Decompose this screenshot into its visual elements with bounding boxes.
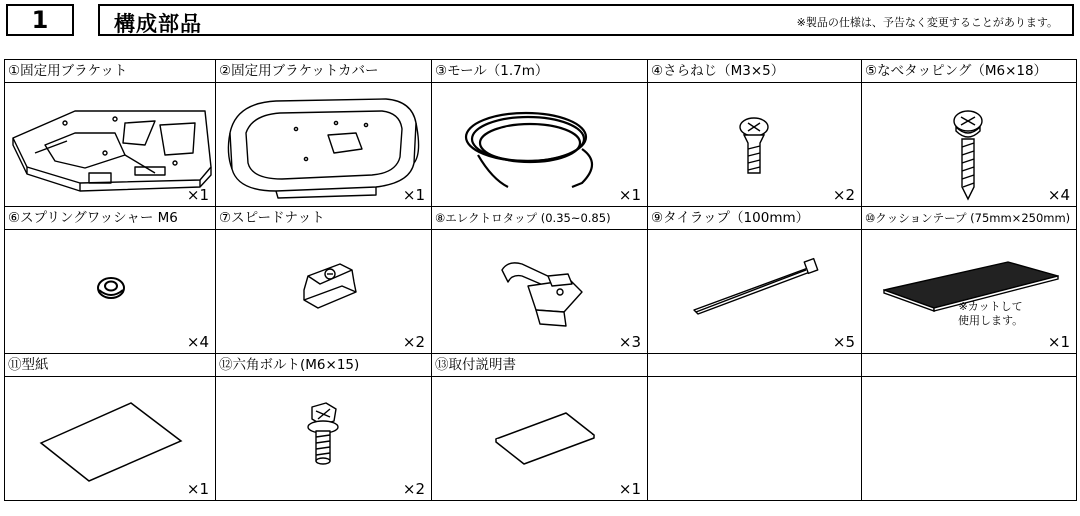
part-label-cell xyxy=(5,60,216,83)
part-label-cell xyxy=(862,60,1077,83)
part-label-cell xyxy=(432,60,648,83)
part-quantity: ×4 xyxy=(186,333,209,351)
part-image-cell xyxy=(432,230,648,354)
manual-illustration xyxy=(432,377,646,499)
note-line: ※カットして xyxy=(958,300,1023,313)
part-name: ⑥スプリングワッシャー M6 xyxy=(8,210,178,226)
part-quantity: ×2 xyxy=(402,480,425,498)
part-quantity: ×3 xyxy=(618,333,641,351)
part-name: ⑤なべタッピング（M6×18） xyxy=(865,63,1048,79)
part-quantity: ×2 xyxy=(832,186,855,204)
part-label-cell xyxy=(216,207,432,230)
spec-notice: ※製品の仕様は、予告なく変更することがあります。 xyxy=(796,16,1058,29)
image-row xyxy=(5,230,1077,354)
label-row xyxy=(5,354,1077,377)
part-quantity: ×1 xyxy=(186,480,209,498)
part-image-cell xyxy=(5,230,216,354)
part-quantity: ×5 xyxy=(832,333,855,351)
part-name: ⑩クッションテープ (75mm×250mm) xyxy=(865,211,1071,225)
part-quantity: ×1 xyxy=(402,186,425,204)
part-image-cell xyxy=(5,377,216,501)
note-line: 使用します。 xyxy=(958,314,1024,327)
part-label-cell xyxy=(432,207,648,230)
label-row xyxy=(5,207,1077,230)
title-box xyxy=(98,4,1074,36)
section-header xyxy=(0,0,1080,44)
part-image-cell xyxy=(216,230,432,354)
electro-tap-illustration xyxy=(432,230,646,352)
part-label-cell xyxy=(648,207,862,230)
empty-cell xyxy=(862,354,1077,377)
empty-cell xyxy=(648,377,862,501)
part-quantity: ×4 xyxy=(1047,186,1070,204)
part-label-cell xyxy=(216,60,432,83)
part-name: ①固定用ブラケット xyxy=(8,63,128,79)
part-image-cell xyxy=(5,83,216,207)
part-label-cell xyxy=(216,354,432,377)
label-row xyxy=(5,60,1077,83)
parts-table xyxy=(4,59,1077,501)
part-name: ④さらねじ（M3×5） xyxy=(651,63,785,79)
part-name: ⑦スピードナット xyxy=(219,210,325,226)
bracket-illustration xyxy=(5,83,215,205)
tapping-screw-illustration xyxy=(862,83,1075,205)
flat-screw-illustration xyxy=(648,83,860,205)
cable-tie-illustration xyxy=(648,230,860,352)
spring-washer-illustration xyxy=(5,230,215,352)
speed-nut-illustration xyxy=(216,230,430,352)
part-image-cell xyxy=(648,230,862,354)
image-row xyxy=(5,377,1077,501)
cushion-tape-note xyxy=(958,300,1023,328)
part-name: ⑨タイラップ（100mm） xyxy=(651,210,810,226)
part-label-cell xyxy=(5,354,216,377)
part-quantity: ×1 xyxy=(1047,333,1070,351)
part-name: ⑬取付説明書 xyxy=(435,357,516,373)
empty-cell xyxy=(648,354,862,377)
cushion-tape-illustration xyxy=(862,230,1075,352)
part-name: ⑧エレクトロタップ (0.35~0.85) xyxy=(435,211,611,225)
part-name: ⑪型紙 xyxy=(8,357,49,373)
bracket-cover-illustration xyxy=(216,83,430,205)
part-name: ③モール（1.7m） xyxy=(435,63,549,79)
part-label-cell xyxy=(862,207,1077,230)
part-quantity: ×1 xyxy=(618,186,641,204)
part-image-cell xyxy=(216,83,432,207)
part-name: ⑫六角ボルト(M6×15) xyxy=(219,357,360,373)
empty-cell xyxy=(862,377,1077,501)
part-image-cell xyxy=(862,83,1077,207)
part-label-cell xyxy=(432,354,648,377)
hex-bolt-illustration xyxy=(216,377,430,499)
part-image-cell xyxy=(216,377,432,501)
part-label-cell xyxy=(648,60,862,83)
page-title: 構成部品 xyxy=(114,12,202,36)
part-image-cell xyxy=(432,83,648,207)
part-label-cell xyxy=(5,207,216,230)
molding-coil-illustration xyxy=(432,83,646,205)
part-image-cell xyxy=(432,377,648,501)
section-number: 1 xyxy=(6,4,74,36)
part-image-cell xyxy=(648,83,862,207)
part-quantity: ×2 xyxy=(402,333,425,351)
image-row xyxy=(5,83,1077,207)
part-quantity: ×1 xyxy=(618,480,641,498)
template-sheet-illustration xyxy=(5,377,215,499)
part-quantity: ×1 xyxy=(186,186,209,204)
part-image-cell xyxy=(862,230,1077,354)
part-name: ②固定用ブラケットカバー xyxy=(219,63,379,79)
